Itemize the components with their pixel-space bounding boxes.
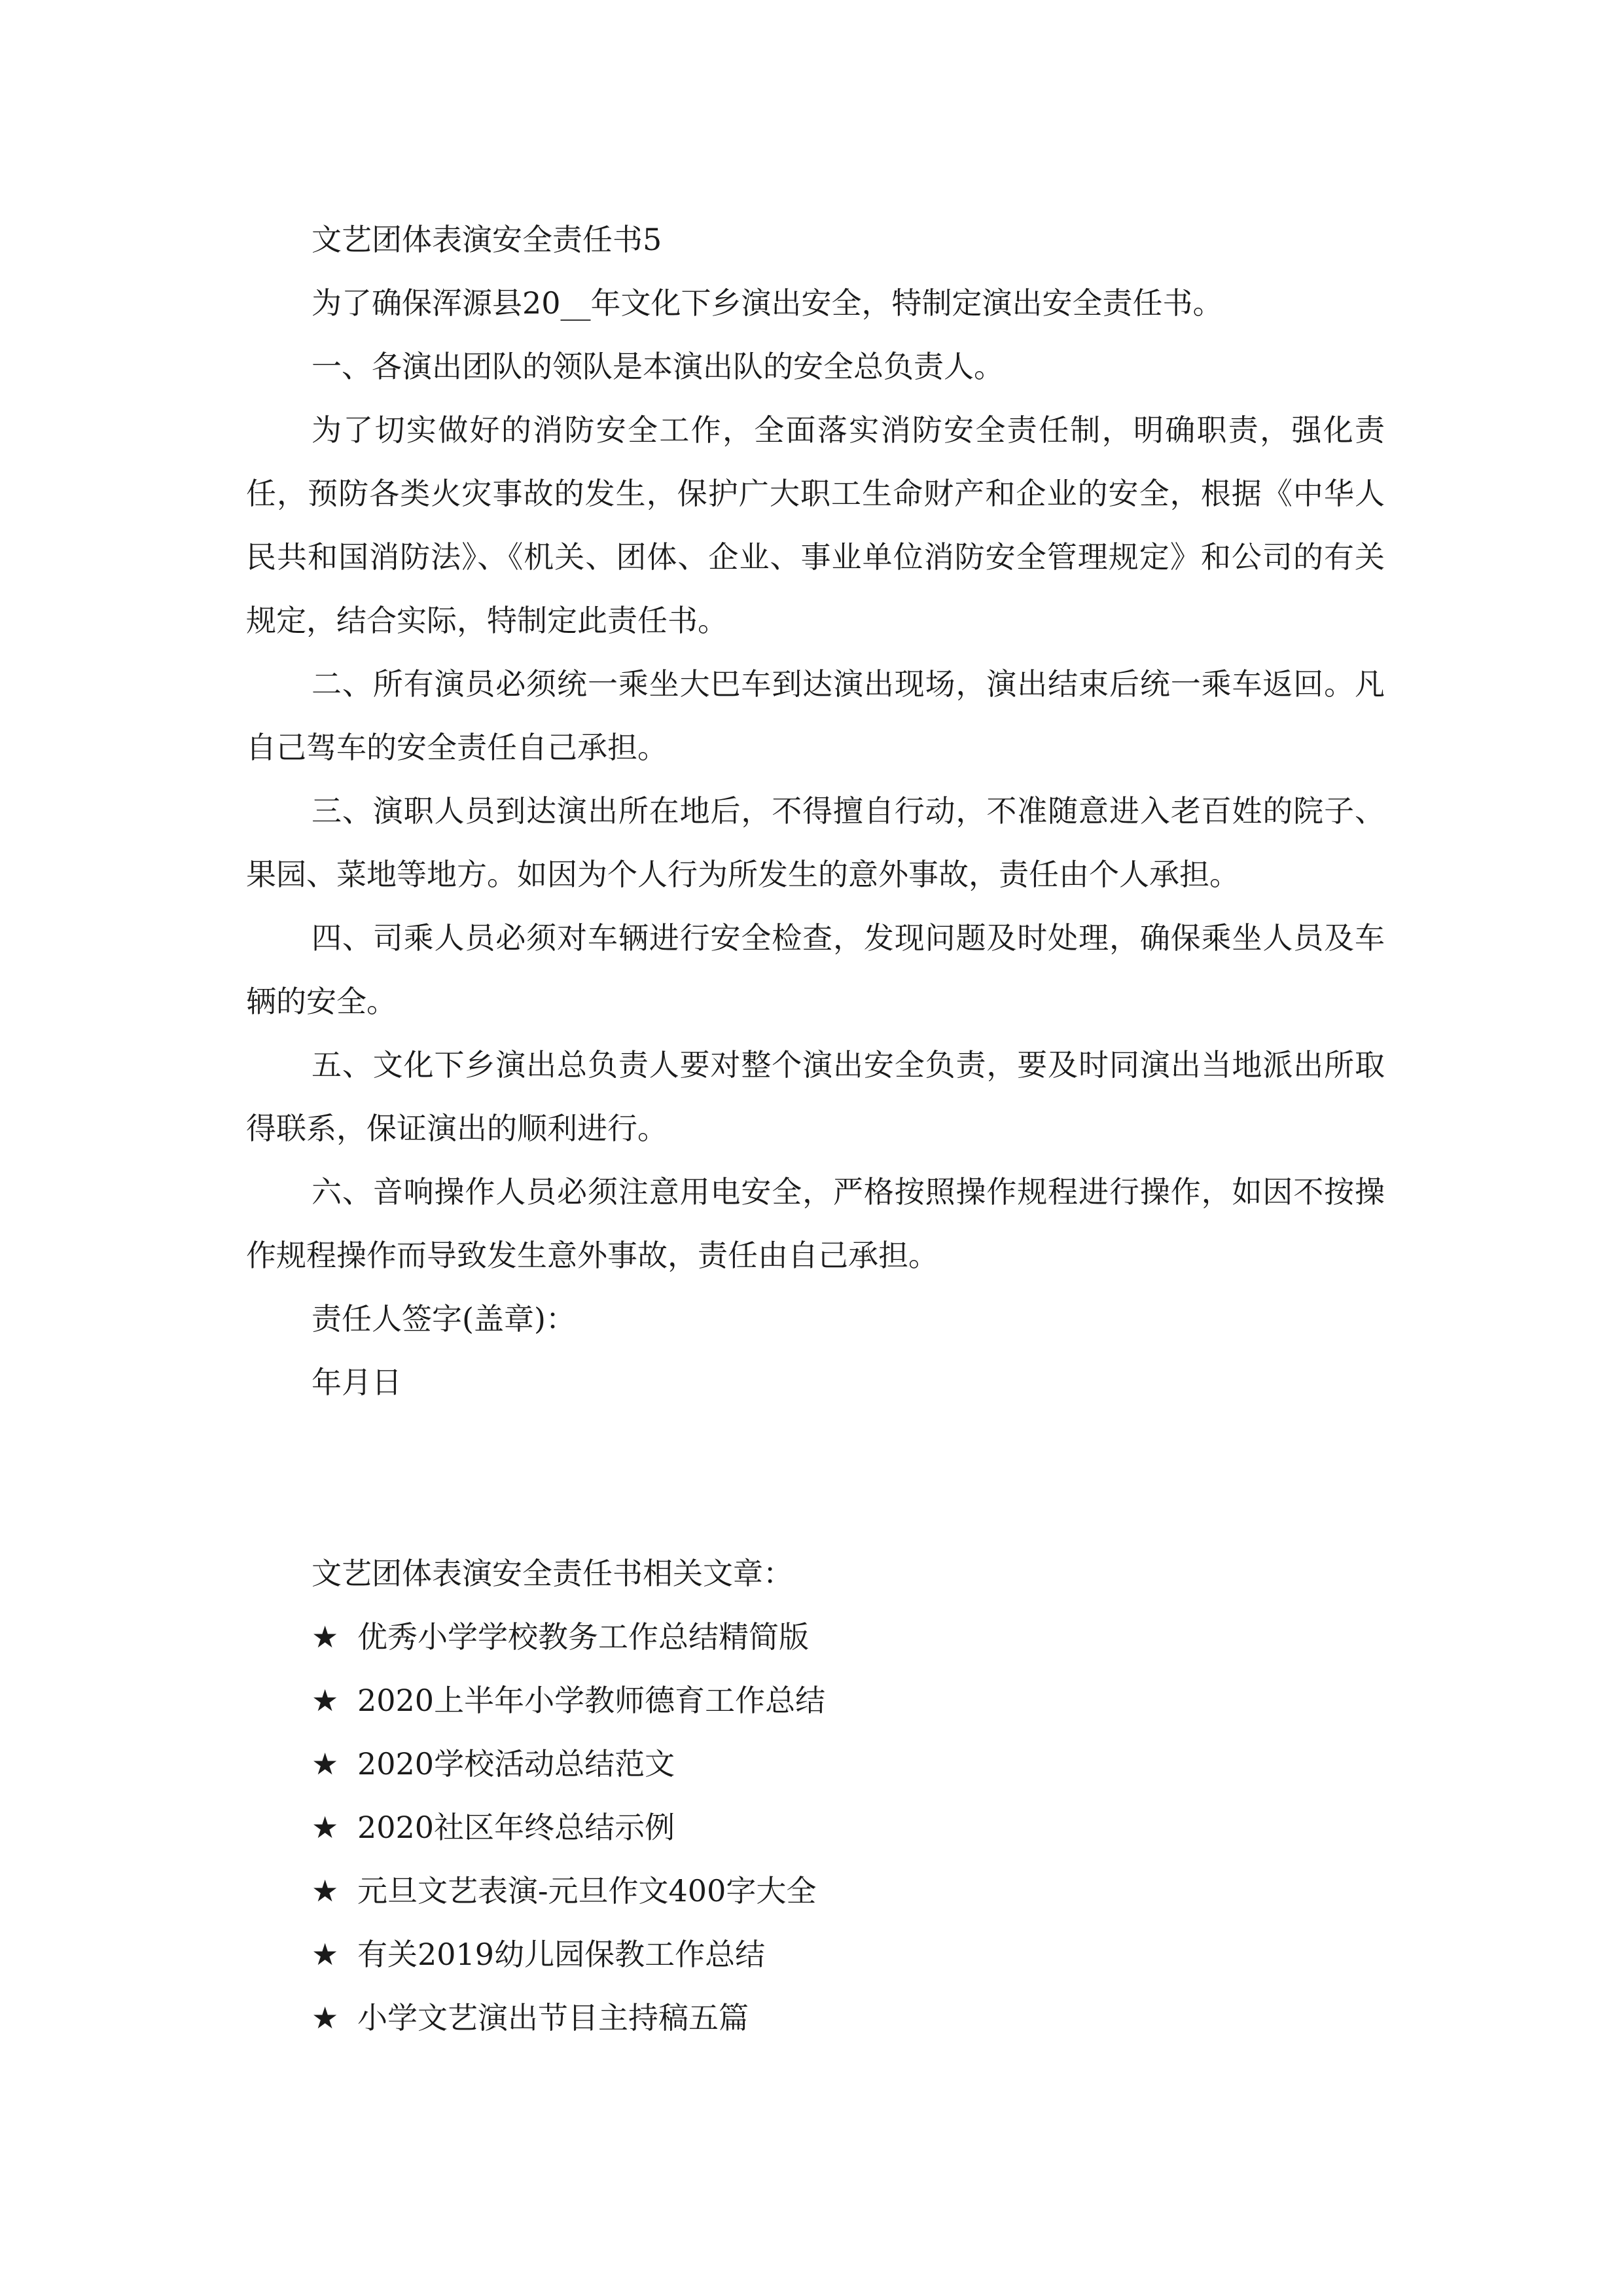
related-link[interactable]	[246, 1732, 1385, 1796]
related-link[interactable]	[246, 1986, 1385, 2050]
related-link-label: 优秀小学学校教务工作总结精简版	[357, 1619, 809, 1655]
related-link-label: 2020社区年终总结示例	[357, 1810, 675, 1845]
document-title: 文艺团体表演安全责任书5	[312, 222, 662, 257]
related-link-label: 有关2019幼儿园保教工作总结	[357, 1937, 766, 1972]
paragraph-3: 三、演职人员到达演出所在地后，不得擅自行动，不准随意进入老百姓的院子、果园、菜地等地方。如因为个人行为所发生的意外事故，责任由个人承担。	[246, 793, 1385, 892]
star-icon: ★	[312, 1746, 339, 1782]
signature-label: 责任人签字(盖章)：	[312, 1301, 576, 1336]
related-link[interactable]	[246, 1605, 1385, 1669]
related-heading: 文艺团体表演安全责任书相关文章：	[312, 1556, 793, 1591]
related-link[interactable]	[246, 1923, 1385, 1986]
paragraph-fire-safety: 为了切实做好的消防安全工作，全面落实消防安全责任制，明确职责，强化责任，预防各类火灾事故的发生，保护广大职工生命财产和企业的安全，根据《中华人民共和国消防法》、《机关、团体、企业、事业单位消防安全管理规定》和公司的有关规定，结合实际，特制定此责任书。	[246, 412, 1385, 638]
paragraph-1: 一、各演出团队的领队是本演出队的安全总负责人。	[312, 349, 1004, 384]
star-icon: ★	[312, 1810, 339, 1845]
star-icon: ★	[312, 1937, 339, 1972]
document-page	[246, 208, 1385, 2050]
related-link-label: 2020上半年小学教师德育工作总结	[357, 1683, 826, 1718]
section-spacer	[246, 1414, 1385, 1542]
related-link-label: 2020学校活动总结范文	[357, 1746, 675, 1782]
paragraph-intro: 为了确保浑源县20__年文化下乡演出安全，特制定演出安全责任书。	[312, 285, 1223, 321]
related-link[interactable]	[246, 1859, 1385, 1923]
paragraph-5: 五、文化下乡演出总负责人要对整个演出安全负责，要及时同演出当地派出所取得联系，保证演出的顺利进行。	[246, 1047, 1385, 1146]
related-link-label: 小学文艺演出节目主持稿五篇	[357, 2000, 749, 2036]
paragraph-4: 四、司乘人员必须对车辆进行安全检查，发现问题及时处理，确保乘坐人员及车辆的安全。	[246, 920, 1385, 1019]
related-link[interactable]	[246, 1796, 1385, 1859]
related-list	[246, 1605, 1385, 2050]
star-icon: ★	[312, 2000, 339, 2036]
related-link[interactable]	[246, 1669, 1385, 1732]
star-icon: ★	[312, 1683, 339, 1718]
paragraph-6: 六、音响操作人员必须注意用电安全，严格按照操作规程进行操作，如因不按操作规程操作而导致发生意外事故，责任由自己承担。	[246, 1174, 1385, 1273]
related-link-label: 元旦文艺表演-元旦作文400字大全	[357, 1873, 817, 1909]
paragraph-2: 二、所有演员必须统一乘坐大巴车到达演出现场，演出结束后统一乘车返回。凡自己驾车的安全责任自己承担。	[246, 666, 1385, 765]
date-label: 年月日	[312, 1365, 402, 1400]
star-icon: ★	[312, 1619, 339, 1655]
star-icon: ★	[312, 1873, 339, 1909]
